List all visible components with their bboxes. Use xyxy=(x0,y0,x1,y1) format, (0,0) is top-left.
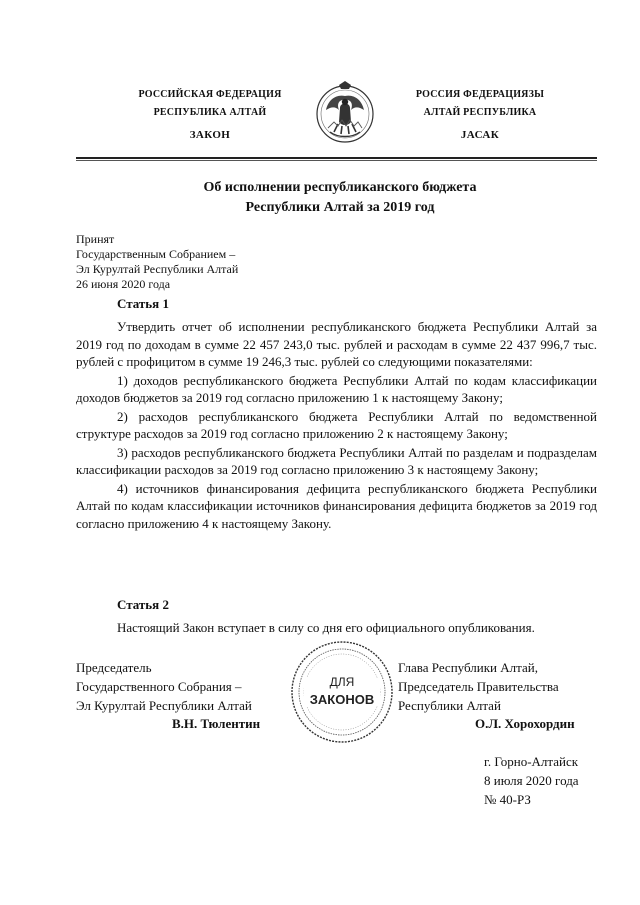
article-1-heading: Статья 1 xyxy=(117,296,169,311)
header-left-line1: РОССИЙСКАЯ ФЕДЕРАЦИЯ xyxy=(138,89,282,100)
article-1-body xyxy=(76,318,597,533)
document-title xyxy=(80,178,600,218)
article-1-item: 4) источников финансирования дефицита республиканского бюджета Республики Алтай по кодам классификации источников финансирования дефицита бюджетов за 2019 год согласно приложению 4 к настоящему Закону. xyxy=(76,480,597,531)
header-divider-thin xyxy=(76,160,597,161)
stamp-text-line1: ДЛЯ xyxy=(329,675,355,689)
header-right-doctype: JАСАК xyxy=(460,129,500,141)
header-left-doctype: ЗАКОН xyxy=(189,129,231,141)
signature-right-line3: Республики Алтай xyxy=(398,698,501,713)
coat-of-arms-emblem-icon xyxy=(314,80,376,146)
signature-right xyxy=(398,658,598,715)
title-line2: Республики Алтай за 2019 год xyxy=(245,200,435,215)
signature-left-line3: Эл Курултай Республики Алтай xyxy=(76,698,252,713)
header-right-line2: АЛТАЙ РЕСПУБЛИКА xyxy=(423,107,537,118)
article-2-heading: Статья 2 xyxy=(117,597,169,612)
for-laws-stamp-icon xyxy=(290,640,394,744)
article-1-item: 2) расходов республиканского бюджета Республики Алтай по ведомственной структуре расходов за 2019 год согласно приложению 2 к настоящему Закону; xyxy=(76,408,597,441)
place-date-block xyxy=(484,752,579,809)
stamp-text-line2: ЗАКОНОВ xyxy=(309,692,375,707)
adoption-date: 26 июня 2020 года xyxy=(76,277,171,291)
signature-left xyxy=(76,658,291,715)
signature-left-line1: Председатель xyxy=(76,660,152,675)
article-1-item: 3) расходов республиканского бюджета Республики Алтай по разделам и подразделам классификации расходов за 2019 год согласно приложению 3 к настоящему Закону; xyxy=(76,444,597,477)
signature-right-line1: Глава Республики Алтай, xyxy=(398,660,538,675)
place-city: г. Горно-Алтайск xyxy=(484,754,579,769)
header-left-line2: РЕСПУБЛИКА АЛТАЙ xyxy=(153,107,267,118)
adoption-line2: Государственным Собранием – xyxy=(76,247,236,261)
law-date: 8 июля 2020 года xyxy=(484,773,579,788)
header-right xyxy=(390,84,570,146)
header-right-line1: РОССИЯ ФЕДЕРАЦИЯЗЫ xyxy=(415,89,545,100)
adoption-line1: Принят xyxy=(76,232,115,246)
signature-left-line2: Государственного Собрания – xyxy=(76,679,242,694)
article-1-item: 1) доходов республиканского бюджета Республики Алтай по кодам классификации доходов бюджетов за 2019 год согласно приложению 1 к настоящему Закону; xyxy=(76,372,597,405)
signature-right-line2: Председатель Правительства xyxy=(398,679,559,694)
law-number: № 40-РЗ xyxy=(484,792,531,807)
header-left xyxy=(120,84,300,146)
adoption-block xyxy=(76,232,238,292)
article-2-body xyxy=(76,619,597,638)
signature-right-name: О.Л. Хорохордин xyxy=(475,716,575,731)
signature-left-name: В.Н. Тюлентин xyxy=(172,716,261,731)
article-2-text: Настоящий Закон вступает в силу со дня его официального опубликования. xyxy=(117,620,535,635)
article-1-intro: Утвердить отчет об исполнении республиканского бюджета Республики Алтай за 2019 год по доходам в сумме 22 457 243,0 тыс. рублей и расходам в сумме 22 437 996,7 тыс. рублей с профицитом в сумме 19 246,3 тыс. рублей со следующими показателями: xyxy=(76,319,597,369)
adoption-line3: Эл Курултай Республики Алтай xyxy=(76,262,239,276)
header-divider xyxy=(76,157,597,159)
title-line1: Об исполнении республиканского бюджета xyxy=(203,180,477,195)
